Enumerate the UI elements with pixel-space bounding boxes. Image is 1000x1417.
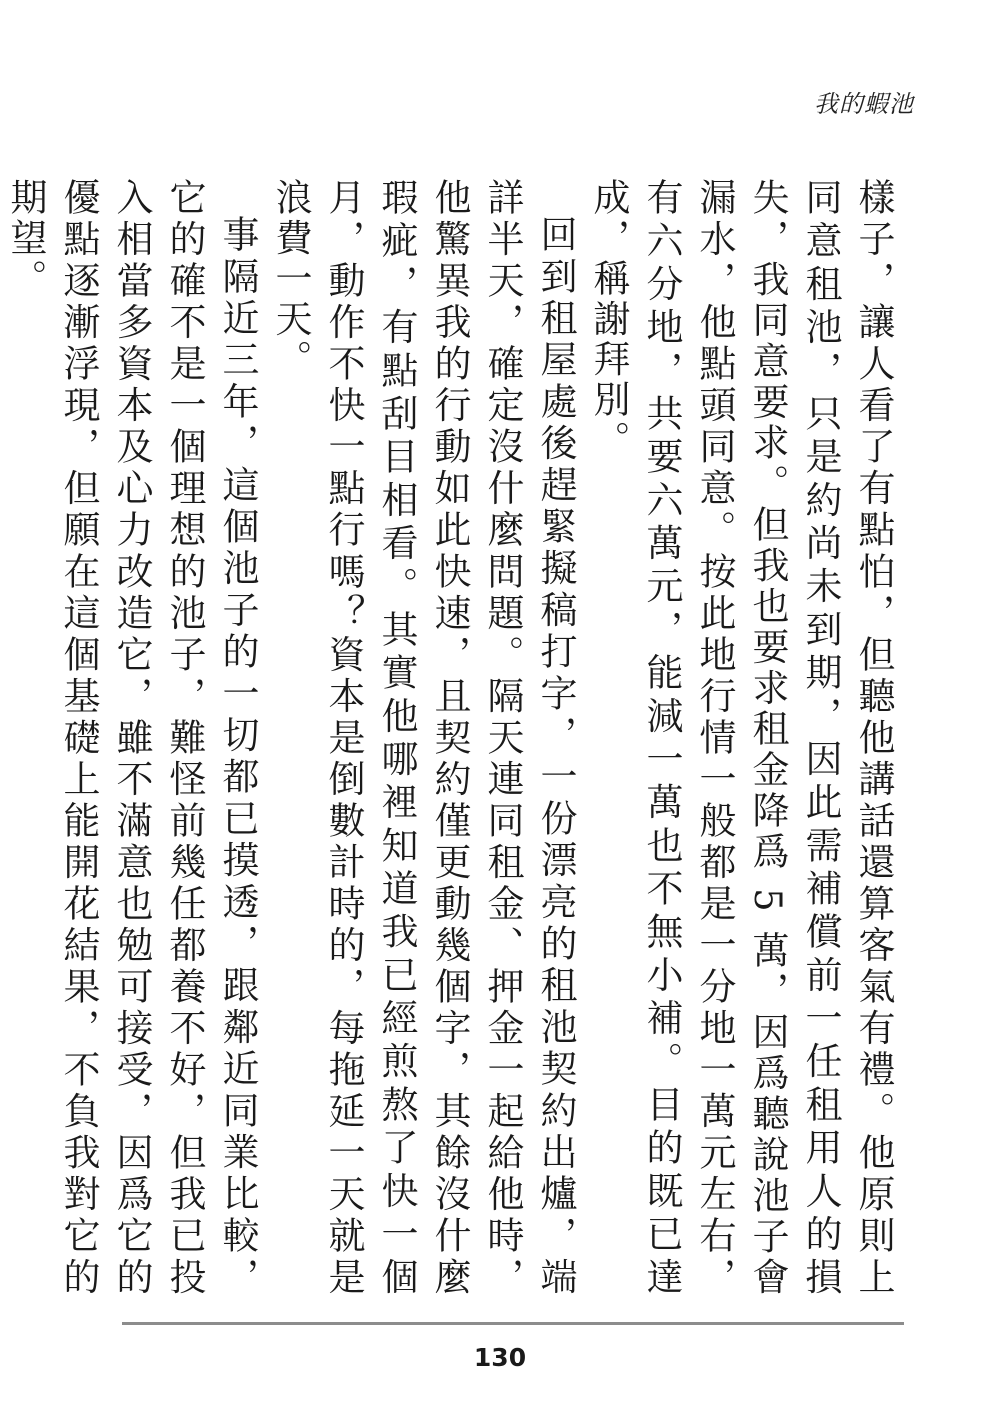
- paragraph-1: 樣子，讓人看了有點怕，但聽他講話還算客氣有禮。他原則上同意租池，只是約尚未到期，因此需補償前一任租用人的損失，我同意要求。但我也要求租金降爲 5 萬，因爲聽說池子會漏水，他點頭同意。按此地行情一般都是一分地一萬元左右，有六分地，共要六萬元，能減一萬也不無小補。目的既已達成，稱謝拜別。: [587, 178, 895, 1298]
- running-head-title: 我的蝦池: [814, 90, 914, 118]
- paragraph-3: 事隔近三年，這個池子的一切都已摸透，跟鄰近同業比較，它的確不是一個理想的池子，難怪前幾任都養不好，但我已投入相當多資本及心力改造它，雖不滿意也勉可接受，因爲它的優點逐漸浮現，但願在這個基礎上能開花結果，不負我對它的期望。: [4, 178, 259, 1298]
- footer-rule: [122, 1322, 904, 1325]
- body-text: [0, 178, 900, 1298]
- paragraph-2: 回到租屋處後趕緊擬稿打字，一份漂亮的租池契約出爐，端詳半天，確定沒什麼問題。隔天連同租金、押金一起給他時，他驚異我的行動如此快速，且契約僅更動幾個字，其餘沒什麼瑕疵，有點刮目相看。其實他哪裡知道我已經煎熬了快一個月，動作不快一點行嗎？資本是倒數計時的，每拖延一天就是浪費一天。: [269, 178, 577, 1298]
- page-number: 130: [473, 1343, 527, 1372]
